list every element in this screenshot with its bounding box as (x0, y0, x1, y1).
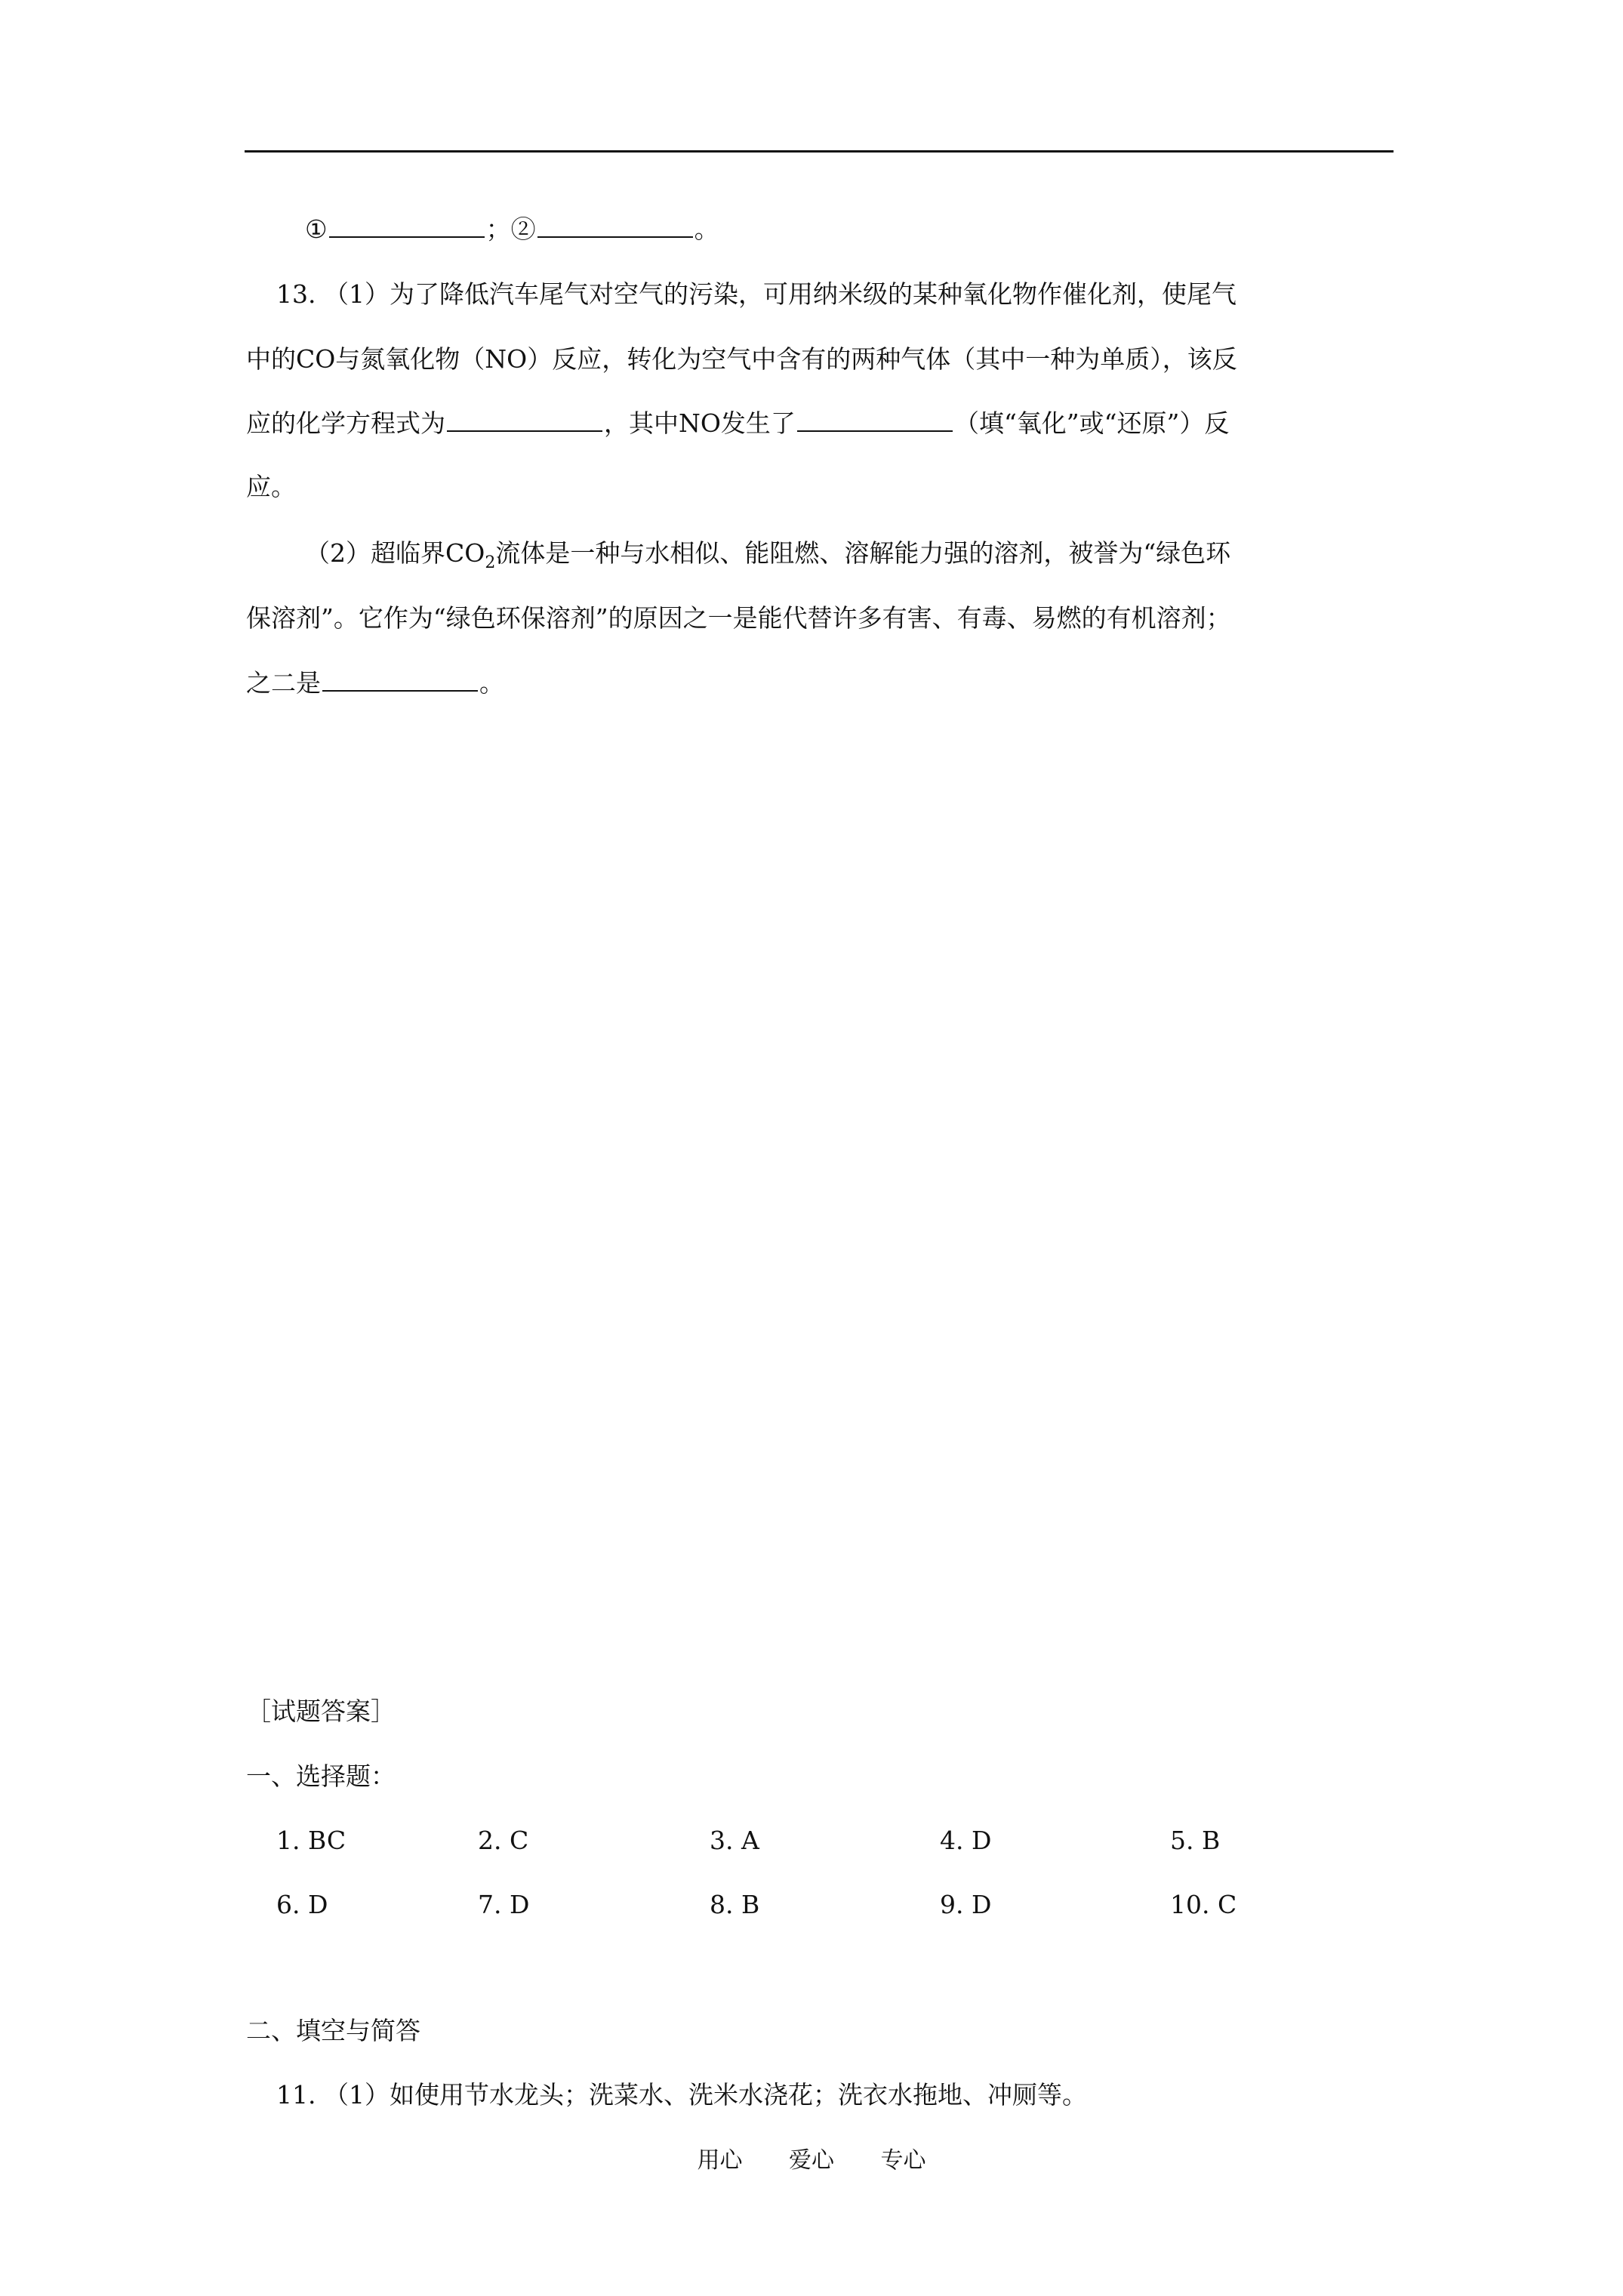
q13-line-1: 13. （1）为了降低汽车尾气对空气的污染，可用纳米级的某种氧化物作催化剂，使尾气 (276, 279, 1236, 309)
blank-mark-1: ① (305, 214, 328, 244)
q13-line-2: 中的CO与氮氧化物（NO）反应，转化为空气中含有的两种气体（其中一种为单质），该反 (246, 344, 1237, 374)
answer-item: 7. D (478, 1890, 530, 1919)
answer-blank (322, 667, 478, 692)
answer-item: 4. D (940, 1826, 992, 1855)
answer-item: 1. BC (276, 1826, 346, 1855)
answer-item: 6. D (276, 1890, 328, 1919)
footer-word: 用心 (697, 2147, 743, 2174)
answer-11: 11. （1）如使用节水龙头；洗菜水、洗米水浇花；洗衣水拖地、冲厕等。 (276, 2080, 1087, 2110)
answer-item: 2. C (478, 1826, 529, 1855)
answer-item: 3. A (710, 1826, 759, 1855)
q13-part2-line-2: 保溶剂”。它作为“绿色环保溶剂”的原因之一是能代替许多有害、有毒、易燃的有机溶剂； (246, 603, 1231, 633)
footer-word: 专心 (880, 2147, 926, 2174)
answer-item: 10. C (1170, 1890, 1237, 1919)
header-rule (245, 150, 1394, 153)
answer-item: 8. B (710, 1890, 760, 1919)
answer-blank (447, 408, 602, 432)
subscript: 2 (485, 553, 496, 572)
q13-part2-line-1: （2）超临界$CO_2$流体是一种与水相似、能阻燃、溶解能力强的溶剂，被誉为“绿色环 (305, 538, 1231, 572)
section-choice-title: 一、选择题： (246, 1761, 396, 1791)
page-footer (0, 2146, 1623, 2176)
answers-heading: ［试题答案］ (246, 1697, 396, 1726)
q13-line-3: 应的化学方程式为 ，其中NO发生了 （填“氧化”或“还原”）反 (246, 408, 1230, 438)
answer-blank (537, 214, 693, 238)
answer-item: 5. B (1170, 1826, 1221, 1855)
q13-part2-line-3: 之二是 。 (246, 668, 504, 698)
q12-blanks-line: ① ；② 。 (305, 214, 719, 244)
answer-item: 9. D (940, 1890, 992, 1919)
answer-blank (797, 408, 953, 432)
footer-word: 爱心 (789, 2147, 834, 2174)
section-fill-title: 二、填空与简答 (246, 2016, 420, 2045)
question-number: 13. (276, 279, 316, 309)
q13-line-4: 应。 (246, 472, 296, 501)
blank-mark-2: ② (510, 214, 536, 244)
answer-blank (329, 214, 485, 238)
